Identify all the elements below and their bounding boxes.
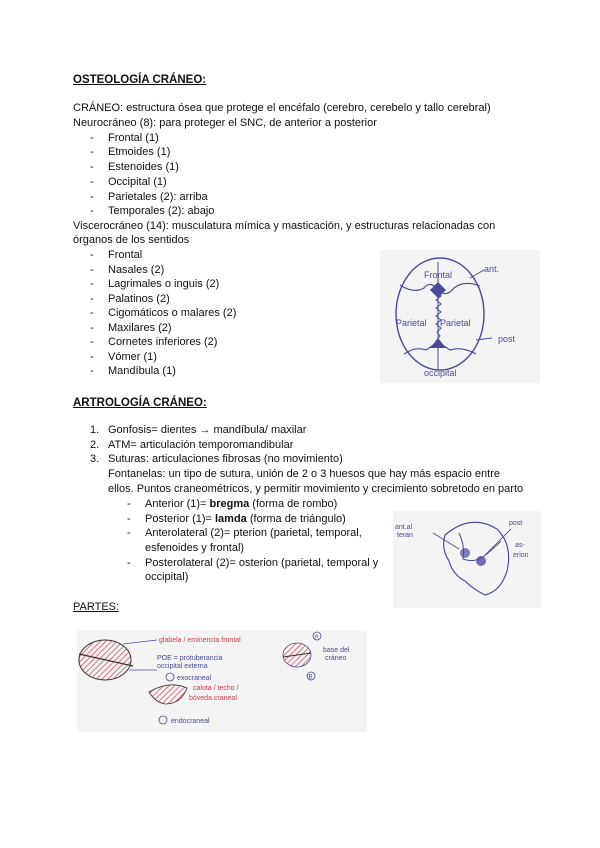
list-item: - Anterolateral (2)= pterion (parietal, temporal, (127, 527, 362, 539)
label-teran: teran (397, 532, 413, 539)
label-parietal-right: Parietal (440, 318, 471, 328)
label-ant: ant. (484, 264, 500, 274)
list-item: - Posterolateral (2)= osterion (parietal, temporal y (127, 557, 379, 569)
viscerocraneo-title-cont: órganos de los sentidos (73, 234, 190, 246)
viscerocraneo-title: Viscerocráneo (14): musculatura mímica y masticación, y estructuras relacionadas con (73, 220, 496, 232)
label-boveda: bóveda craneal (189, 695, 237, 702)
label-post: post (498, 334, 516, 344)
label-calota: calota / techo / (193, 685, 239, 692)
list-item: - Posterior (1)= lamda (forma de triángulo) (127, 513, 346, 525)
skull-top-view-drawing (380, 250, 540, 383)
label-exocraneal: exocraneal (177, 675, 212, 682)
skull-side-view-figure (393, 511, 541, 608)
list-item-cont: occipital) (145, 571, 189, 583)
osteologia-title: OSTEOLOGÍA CRÁNEO: (73, 74, 207, 86)
label-craneo: cráneo (325, 655, 347, 662)
label-post-side: post (509, 520, 523, 527)
label-erion: erion (513, 552, 529, 559)
skull-top-view-figure (380, 250, 540, 383)
label-antal: ant.al (395, 524, 413, 531)
marker-a: A (314, 634, 319, 641)
list-item: - Vómer (1) (90, 351, 157, 363)
list-item: - Nasales (2) (90, 264, 165, 276)
label-as: as- (515, 542, 525, 549)
list-item: - Mandíbula (1) (90, 365, 176, 377)
list-item: - Parietales (2): arriba (90, 191, 208, 203)
list-item: - Occipital (1) (90, 176, 167, 188)
fontanelas-text: Fontanelas: un tipo de sutura, unión de 2 o 3 huesos que hay más espacio entre (108, 468, 500, 480)
label-occipital: occipital (424, 368, 457, 378)
list-item: 1. Gonfosis= dientes → mandíbula/ maxilar (90, 424, 307, 436)
list-item: - Temporales (2): abajo (90, 205, 215, 217)
marker-b: B (308, 674, 313, 681)
partes-drawing (77, 630, 367, 732)
list-item: - Palatinos (2) (90, 293, 170, 305)
label-occipital-externa: occipital externa (157, 663, 208, 670)
list-item-cont: esfenoides y frontal) (145, 542, 245, 554)
label-base: base del (323, 647, 350, 654)
list-item: - Lagrimales o inguis (2) (90, 278, 220, 290)
fontanelas-text-cont: ellos. Puntos craneométricos, y permitir movimiento y crecimiento sobretodo en parto (108, 483, 524, 495)
label-endocraneal: endocraneal (171, 718, 210, 725)
skull-side-view-drawing (393, 511, 541, 608)
artrologia-title: ARTROLOGÍA CRÁNEO: (73, 397, 207, 409)
label-glabela: glabela / eminencia frontal (159, 637, 241, 644)
neurocraneo-title: Neurocráneo (8): para proteger el SNC, de anterior a posterior (73, 117, 377, 129)
label-parietal-left: Parietal (396, 318, 427, 328)
craneo-definition: CRÁNEO: estructura ósea que protege el encéfalo (cerebro, cerebelo y tallo cerebral) (73, 102, 491, 114)
list-item: - Estenoides (1) (90, 161, 179, 173)
list-item: - Etmoides (1) (90, 146, 171, 158)
partes-figure (77, 630, 367, 732)
label-poe: POE = protuberancia (157, 655, 223, 662)
list-item: - Cornetes inferiores (2) (90, 336, 218, 348)
list-item: - Cigomáticos o malares (2) (90, 307, 237, 319)
list-item: - Frontal (90, 249, 143, 261)
list-item: 2. ATM= articulación temporomandibular (90, 439, 294, 451)
label-frontal: Frontal (424, 270, 453, 280)
list-item: - Maxilares (2) (90, 322, 172, 334)
list-item: 3. Suturas: articulaciones fibrosas (no movimiento) (90, 453, 343, 465)
list-item: - Anterior (1)= bregma (forma de rombo) (127, 498, 338, 510)
list-item: - Frontal (1) (90, 132, 159, 144)
partes-title: PARTES: (73, 601, 120, 613)
